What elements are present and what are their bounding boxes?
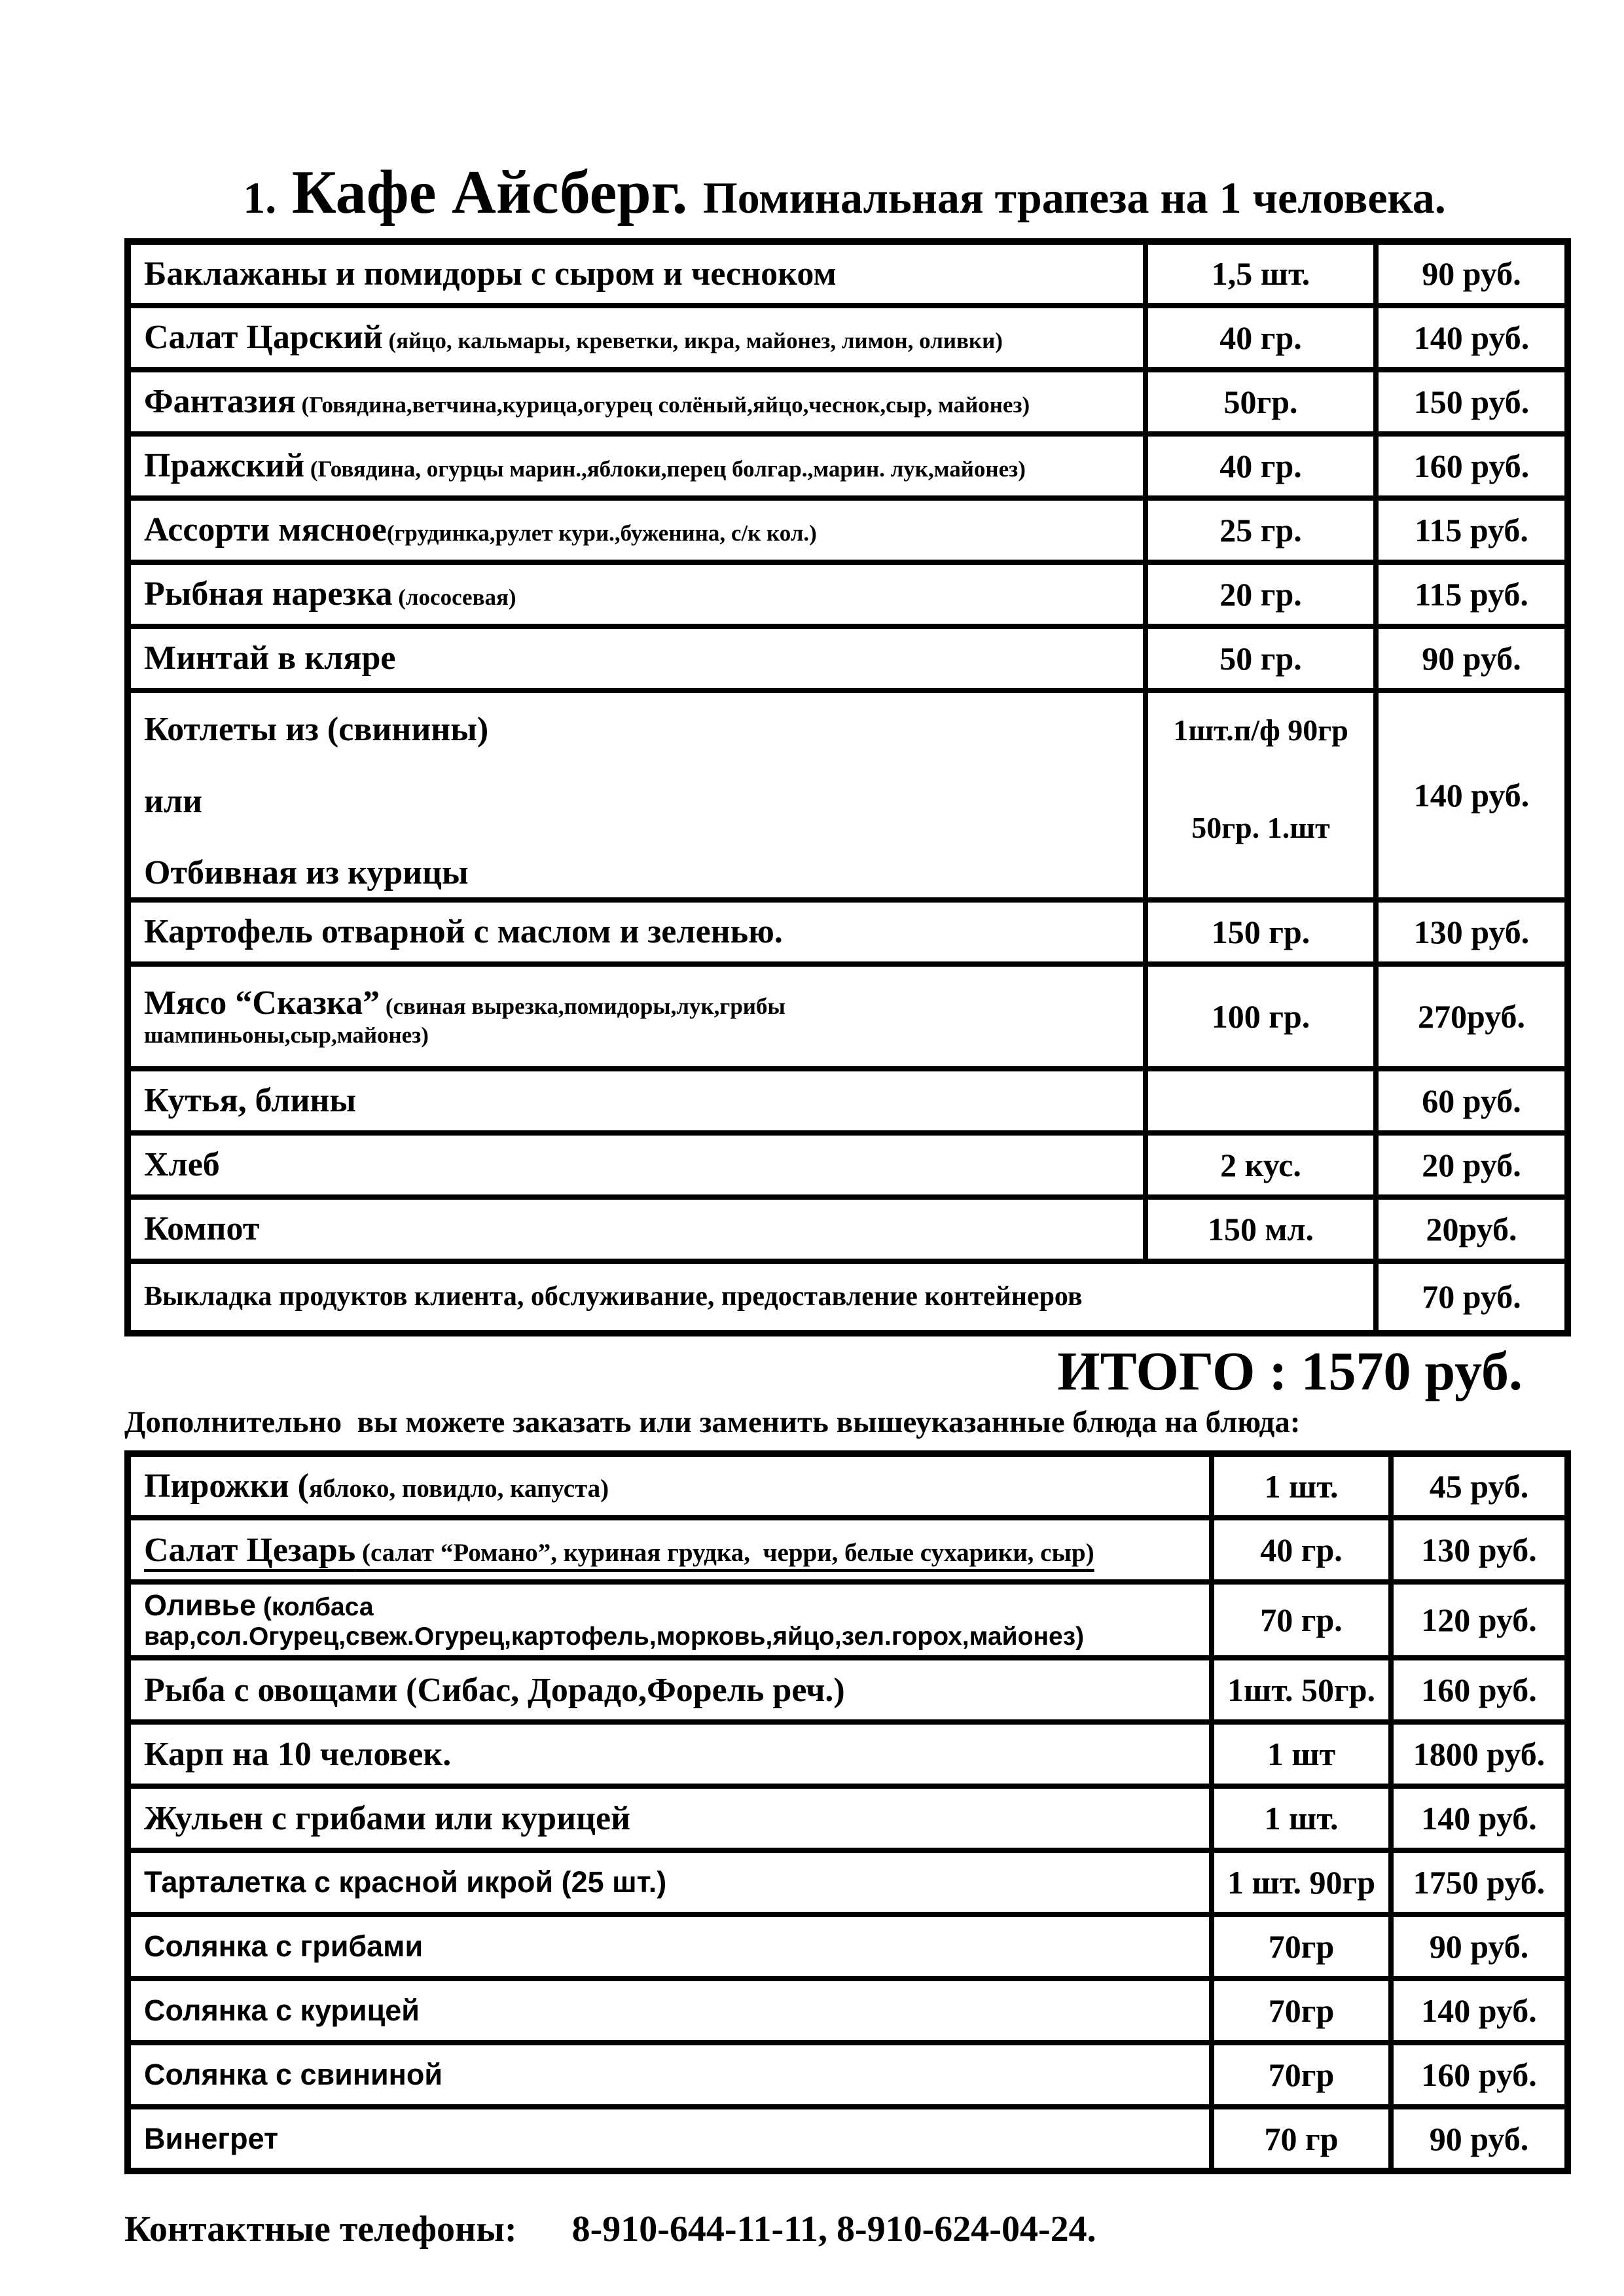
dish-name: Выкладка продуктов клиента, обслуживание, предоставление контейнеров [144,1282,1083,1312]
price-cell: 160 руб. [1391,1658,1568,1722]
portion-cell: 1 шт. [1212,1454,1391,1518]
dish-details: (салат “Романо”, куриная грудка, черри, белые сухарики, сыр) [355,1538,1094,1567]
table-row [128,1133,1568,1197]
price-cell: 120 руб. [1391,1582,1568,1658]
portion-cell: 70 гр. [1212,1582,1391,1658]
dish-name: или [144,782,203,820]
dish-details: (Говядина, огурцы марин.,яблоки,перец болгар.,марин. лук,майонез) [304,456,1026,482]
price-cell: 140 руб. [1391,1786,1568,1850]
dish-name-cell [128,1518,1212,1582]
dish-name: Хлеб [144,1146,220,1184]
table-row [128,498,1568,562]
title-brand: Кафе Айсберг. [276,158,703,226]
dish-name: Ассорти мясное [144,511,387,549]
dish-name-cell [128,370,1146,434]
contacts-phones: 8-910-644-11-11, 8-910-624-04-24. [571,2209,1096,2250]
table-row [128,964,1568,1069]
portion-cell: 2 кус. [1146,1133,1376,1197]
dish-name-cell [128,1658,1212,1722]
dish-name-cell [128,1454,1212,1518]
dish-name-cell [128,1197,1146,1261]
dish-details: (свиная вырезка,помидоры,лук,грибы [380,994,785,1020]
price-cell: 115 руб. [1376,498,1568,562]
dish-details: яблоко, повидло, капуста) [308,1475,609,1503]
table-row [128,1979,1568,2043]
dish-name: Мясо “Сказка” [144,984,380,1022]
dish-name-cell [128,498,1146,562]
price-cell: 160 руб. [1376,434,1568,498]
dish-details: (грудинка,рулет кури.,буженина, с/к кол.) [386,520,817,547]
dish-name: Пирожки ( [144,1467,309,1505]
dish-name: Баклажаны и помидоры с сыром и чесноком [144,255,837,293]
dish-name-cell [128,1914,1212,1979]
price-cell: 140 руб. [1391,1979,1568,2043]
portion-cell: 1,5 шт. [1146,242,1376,306]
price-cell: 45 руб. [1391,1454,1568,1518]
table-row [128,1914,1568,1979]
table-row [128,1850,1568,1914]
dish-name: Пражский [144,447,305,485]
price-cell: 20 руб. [1376,1133,1568,1197]
price-cell: 130 руб. [1391,1518,1568,1582]
contacts-line [124,2208,1564,2250]
dish-name: Минтай в кляре [144,639,396,677]
dish-name-cell [128,562,1146,626]
portion-value: 50гр. 1.шт [1191,810,1330,844]
portion-cell: 150 гр. [1146,900,1376,964]
table-row [128,1069,1568,1133]
dish-name: Солянка с свининой [144,2058,442,2092]
dish-name: Фантазия [144,383,296,421]
price-cell: 90 руб. [1391,2107,1568,2171]
table-row [128,900,1568,964]
dish-name: Компот [144,1210,260,1248]
table-row [128,242,1568,306]
dish-name-cell [128,306,1146,370]
price-cell: 140 руб. [1376,691,1568,900]
dish-name-cell [128,1850,1212,1914]
dish-name: Картофель отварной с маслом и зеленью. [144,913,783,951]
portion-cell: 1 шт [1212,1722,1391,1786]
dish-name: Карп на 10 человек. [144,1735,452,1773]
price-cell: 160 руб. [1391,2043,1568,2107]
main-menu-table [124,238,1571,1336]
table-row [128,370,1568,434]
portion-cell: 40 гр. [1146,434,1376,498]
page-title [124,158,1564,226]
dish-name: Салат Царский [144,319,383,357]
table-row [128,1454,1568,1518]
additional-menu-table [124,1450,1571,2174]
price-cell: 1750 руб. [1391,1850,1568,1914]
dish-name: Кутья, блины [144,1082,356,1120]
dish-name: Солянка с грибами [144,1929,424,1964]
dish-name-cell [128,2107,1212,2171]
portion-cell: 50гр. [1146,370,1376,434]
dish-name-cell [128,1069,1146,1133]
portion-cell: 150 мл. [1146,1197,1376,1261]
price-cell: 90 руб. [1376,242,1568,306]
price-cell: 1800 руб. [1391,1722,1568,1786]
table-row [128,1197,1568,1261]
portion-cell: 20 гр. [1146,562,1376,626]
table-row [128,1518,1568,1582]
dish-name: Оливье [144,1588,257,1623]
dish-name-cell [128,964,1146,1069]
table-row [128,691,1568,900]
dish-name: Салат Цезарь [144,1531,356,1569]
table-row [128,2107,1568,2171]
dish-name-cell [128,1133,1146,1197]
dish-details: (яйцо, кальмары, креветки, икра, майонез, лимон, оливки) [382,328,1003,354]
portion-cell: 70гр [1212,1914,1391,1979]
dish-name: Солянка с курицей [144,1994,420,2028]
portion-cell: 70гр [1212,1979,1391,2043]
portion-cell: 50 гр. [1146,626,1376,691]
table-row [128,2043,1568,2107]
dish-name-cell [128,242,1146,306]
dish-name: Рыбная нарезка [144,575,393,613]
dish-name-cell [128,434,1146,498]
table-row [128,1658,1568,1722]
price-cell: 130 руб. [1376,900,1568,964]
document-content [124,0,1564,2250]
dish-details: (лососевая) [392,584,516,611]
dish-name: Жульен с грибами или курицей [144,1799,631,1837]
price-cell: 60 руб. [1376,1069,1568,1133]
table-row [128,306,1568,370]
dish-name-cell [128,2043,1212,2107]
price-cell: 90 руб. [1391,1914,1568,1979]
price-cell: 90 руб. [1376,626,1568,691]
portion-cell: 40 гр. [1212,1518,1391,1582]
portion-cell: 1 шт. 90гр [1212,1850,1391,1914]
dish-name: Тарталетка с красной икрой (25 шт.) [144,1865,667,1899]
portion-cell: 100 гр. [1146,964,1376,1069]
dish-details: (Говядина,ветчина,курица,огурец солёный,яйцо,чеснок,сыр, майонез) [295,392,1030,418]
price-cell: 270руб. [1376,964,1568,1069]
dish-name-cell [128,626,1146,691]
portion-cell [1146,1069,1376,1133]
dish-details: (колбаса вар,сол.Огурец,свеж.Огурец,картофель,морковь,яйцо,зел.горох,майонез) [144,1593,1085,1651]
price-cell: 115 руб. [1376,562,1568,626]
title-number: 1. [243,173,277,223]
table-row [128,1786,1568,1850]
portion-value: 1шт.п/ф 90гр [1173,713,1348,747]
table-row [128,1722,1568,1786]
price-cell: 140 руб. [1376,306,1568,370]
portion-cell: 40 гр. [1146,306,1376,370]
portion-cell: 70 гр [1212,2107,1391,2171]
dish-details: шампиньоны,сыр,майонез) [144,1022,429,1049]
portion-cell: 1шт. 50гр. [1212,1658,1391,1722]
dish-name-cell [128,1786,1212,1850]
dish-name-cell [128,1979,1212,2043]
dish-name-cell [128,900,1146,964]
price-cell: 150 руб. [1376,370,1568,434]
portion-cell [1146,691,1376,900]
table-row [128,1582,1568,1658]
portion-cell: 25 гр. [1146,498,1376,562]
dish-name: Котлеты из (свинины) [144,710,489,748]
additional-note: Дополнительно вы можете заказать или заменить вышеуказанные блюда на блюда: [124,1405,1301,1440]
title-subtitle: Поминальная трапеза на 1 человека. [702,173,1446,223]
dish-name: Рыба с овощами (Сибас, Дорадо,Форель реч.) [144,1671,845,1709]
dish-name: Винегрет [144,2121,279,2155]
price-cell: 20руб. [1376,1197,1568,1261]
table-row [128,626,1568,691]
total-line: ИТОГО : 1570 руб. [1057,1340,1523,1402]
dish-name-cell [128,1582,1212,1658]
price-cell: 70 руб. [1376,1261,1568,1333]
dish-name: Отбивная из курицы [144,854,469,892]
contacts-label: Контактные телефоны: [124,2209,517,2250]
dish-name-cell [128,1261,1376,1333]
dish-name-cell [128,1722,1212,1786]
portion-cell: 70гр [1212,2043,1391,2107]
portion-cell: 1 шт. [1212,1786,1391,1850]
table-row [128,434,1568,498]
dish-name-cell [128,691,1146,900]
table-row [128,562,1568,626]
table-row [128,1261,1568,1333]
